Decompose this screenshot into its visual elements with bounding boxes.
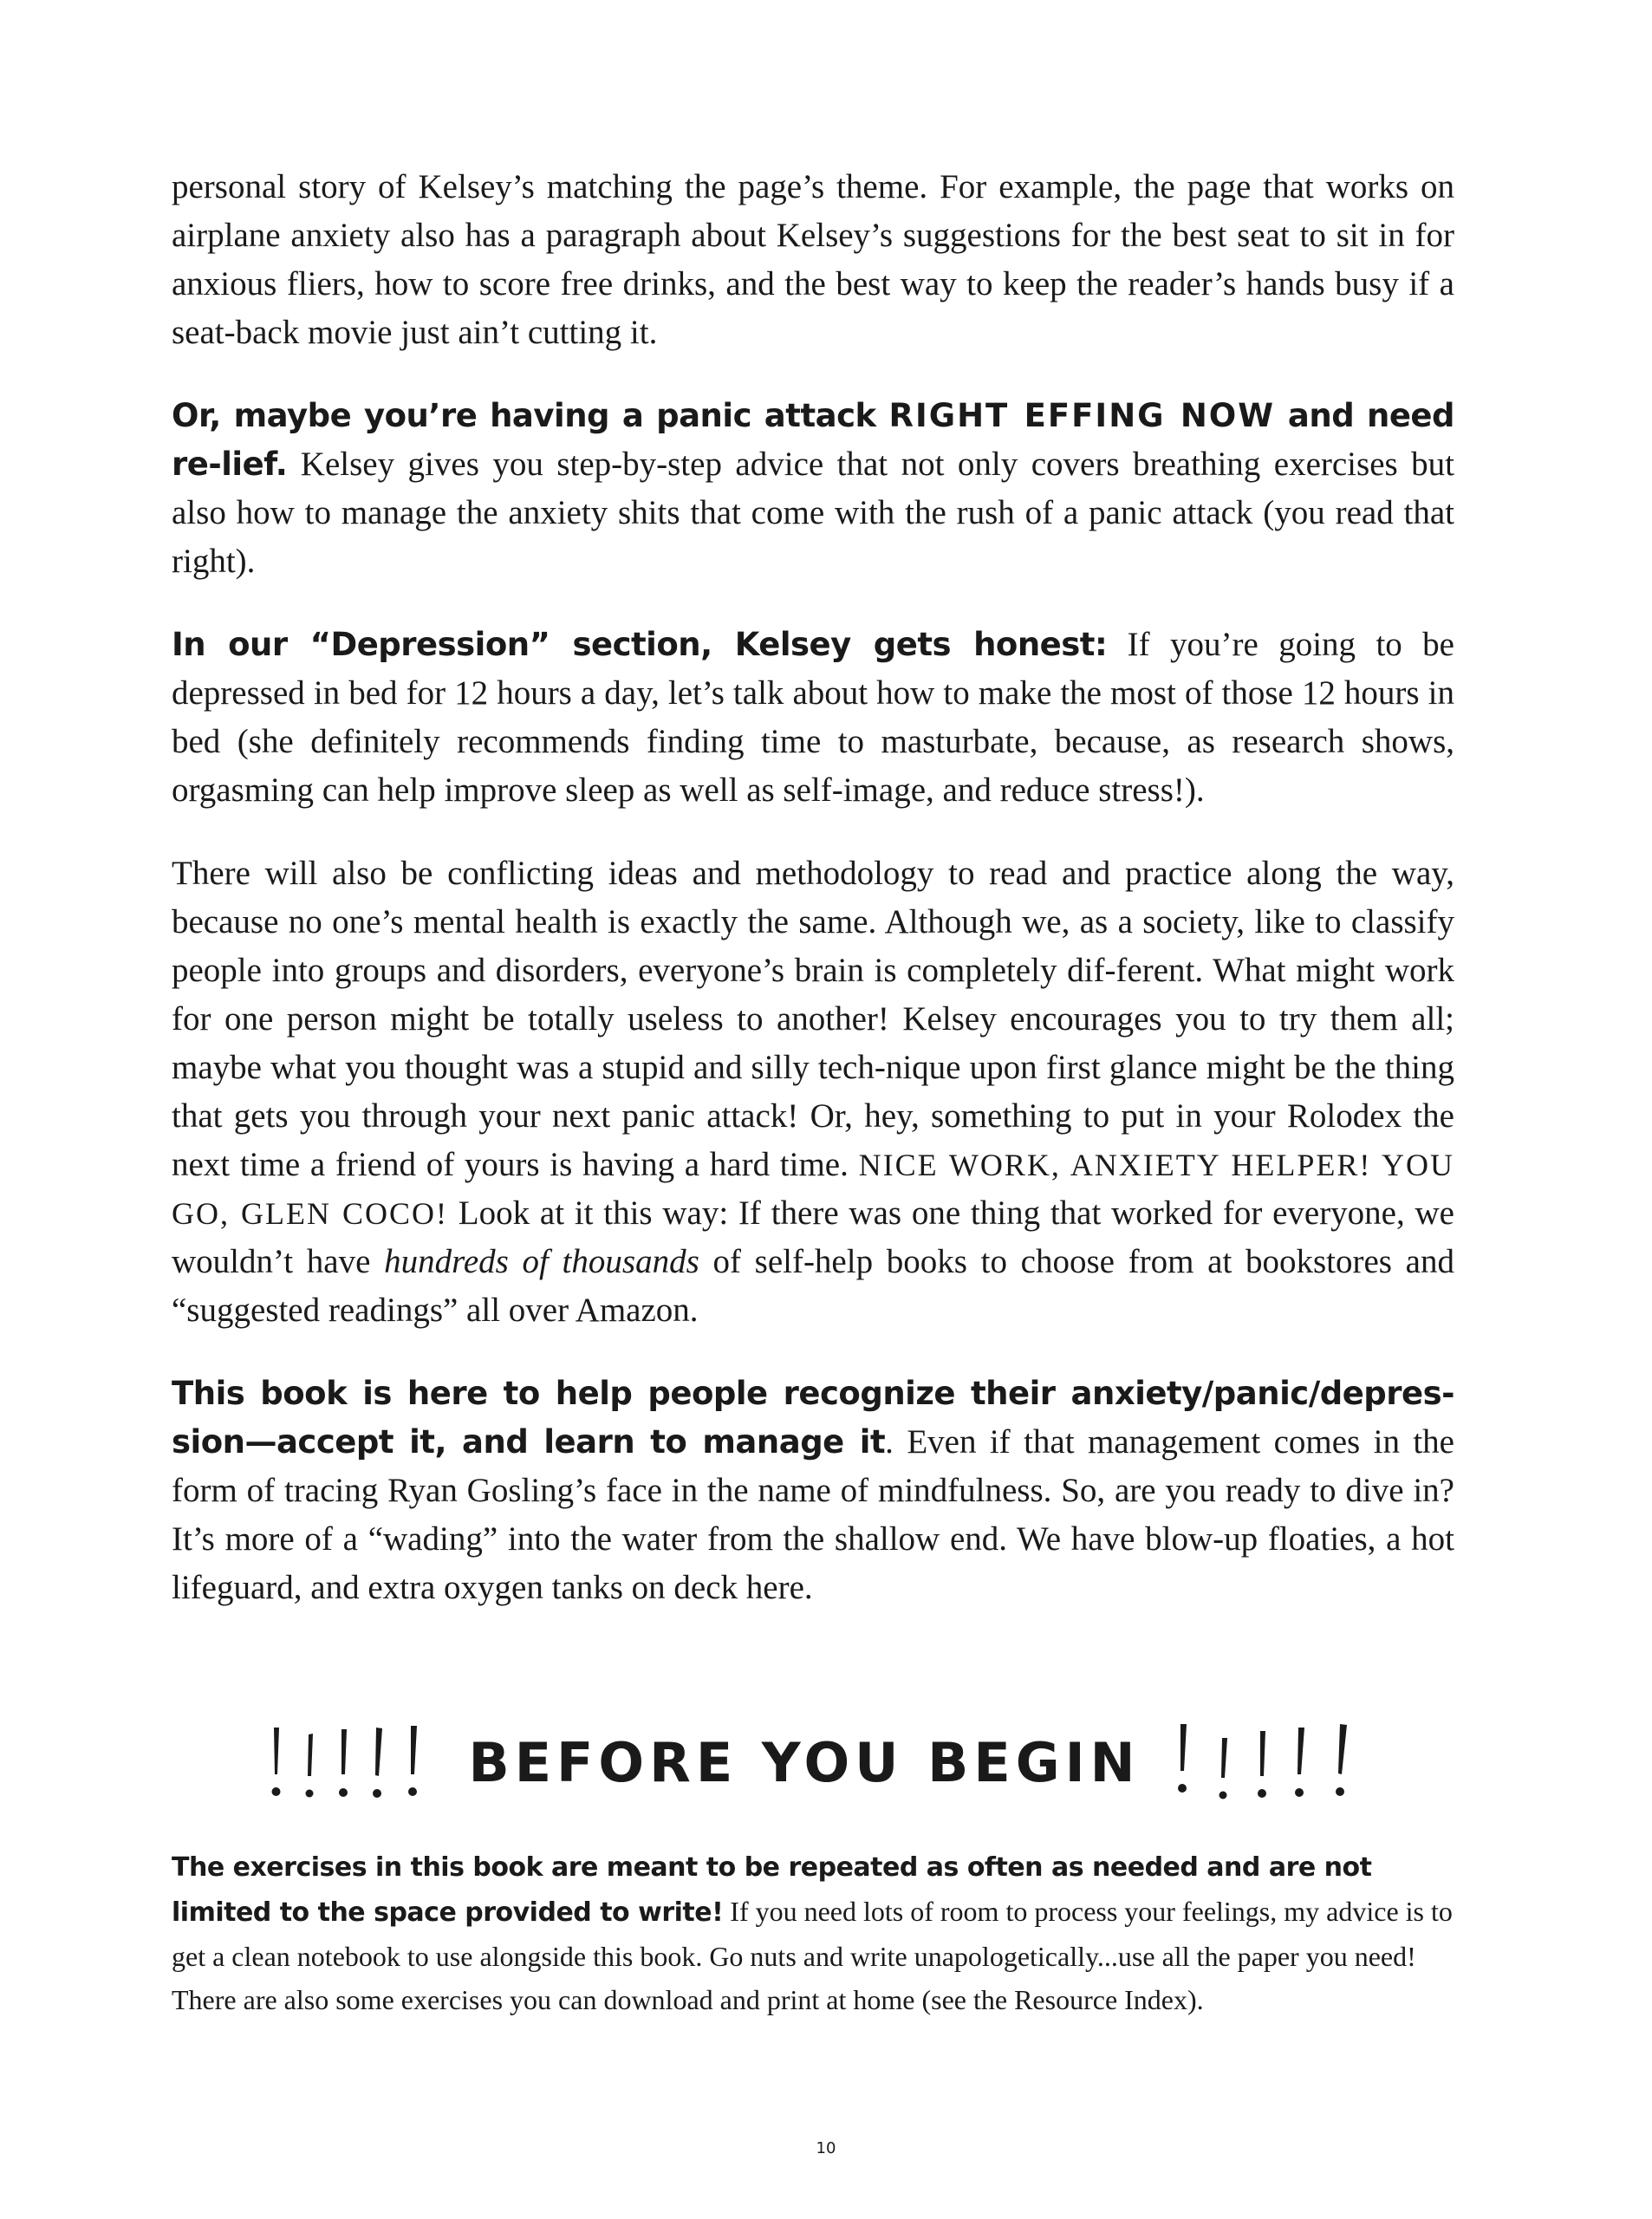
exclamation-marks-right-icon — [1170, 1721, 1361, 1804]
paragraph-3-body: If you’re going to be depressed in bed for 12 hours a day, let’s talk about how to make the most of those 12 hours in bed (she definitely recommends finding time to masturbate, because, as research shows, orgasming can help improve sleep as well as self-image, and reduce stress!). — [172, 626, 1454, 809]
paragraph-5 — [172, 1370, 1454, 1612]
paragraph-3 — [172, 621, 1454, 815]
page-number: 10 — [816, 2139, 836, 2157]
glen-coco-caps: NICE WORK, ANXIETY HELPER! YOU GO, GLEN COCO! — [172, 1148, 1454, 1231]
before-you-begin-paragraph — [172, 1845, 1454, 2021]
paragraph-1 — [172, 163, 1454, 357]
right-effing-now-caps: RIGHT EFFING NOW — [888, 397, 1276, 434]
paragraph-2-lead: Or, maybe you’re having a panic attack RIGHT EFFING NOW and need re-lief. — [172, 397, 1454, 483]
before-you-begin-text — [172, 1845, 1454, 2021]
section-heading — [172, 1715, 1454, 1810]
exclamation-marks-left-icon — [265, 1721, 439, 1804]
paragraph-2 — [172, 392, 1454, 586]
paragraph-3-lead: In our “Depression” section, Kelsey gets honest: — [172, 626, 1108, 663]
before-you-begin-heading: BEFORE YOU BEGIN — [468, 1730, 1141, 1794]
paragraph-1-text: personal story of Kelsey’s matching the page’s theme. For example, the page that works on airplane anxiety also has a paragraph about Kelsey’s suggestions for the best seat to sit in for anxious fliers, how to score free drinks, and the best way to keep the reader’s hands busy if a seat-back movie just ain’t cutting it. — [172, 168, 1454, 351]
paragraph-5-body: . Even if that management comes in the form of tracing Ryan Gosling’s face in the name of mindfulness. So, are you ready to dive in? It’s more of a “wading” into the water from the shallow end. We have blow-up floaties, a hot lifeguard, and extra oxygen tanks on deck here. — [172, 1423, 1454, 1606]
before-you-begin-body: If you need lots of room to process your feelings, my advice is to get a clean notebook to use alongside this book. Go nuts and write unapologetically...use all the paper you need! There are also some exercises you can download and print at home (see the Resource Index). — [172, 1896, 1453, 2015]
paragraph-2-body: Kelsey gives you step-by-step advice that not only covers breathing exercises but also how to manage the anxiety shits that come with the rush of a panic attack (you read that right). — [172, 446, 1454, 580]
body-text — [172, 163, 1454, 1647]
paragraph-5-lead: This book is here to help people recognize their anxiety/panic/depres-sion—accept it, and learn to manage it — [172, 1375, 1454, 1461]
before-you-begin-lead: The exercises in this book are meant to be repeated as often as needed and are not limited to the space provided to write! — [172, 1852, 1372, 1928]
paragraph-4: There will also be conflicting ideas and methodology to read and practice along the way, because no one’s mental health is exactly the same. Although we, as a society, like to classify people into groups and disorders, everyone’s brain is completely dif-ferent. What might work for one person might be totally useless to another! Kelsey encourages you to try them all; maybe what you thought was a stupid and silly tech-nique upon first glance might be the thing that gets you through your next panic attack! Or, hey, something to put in your Rolodex the next time a friend of yours is having a hard time. NICE WORK, ANXIETY HELPER! YOU GO, GLEN COCO! Look at it this way: If there was one thing that worked for everyone, we wouldn’t have hundreds of thousands of self-help books to choose from at bookstores and “suggested readings” all over Amazon. — [172, 855, 1454, 1329]
italic-emphasis: hundreds of thousands — [384, 1243, 699, 1280]
